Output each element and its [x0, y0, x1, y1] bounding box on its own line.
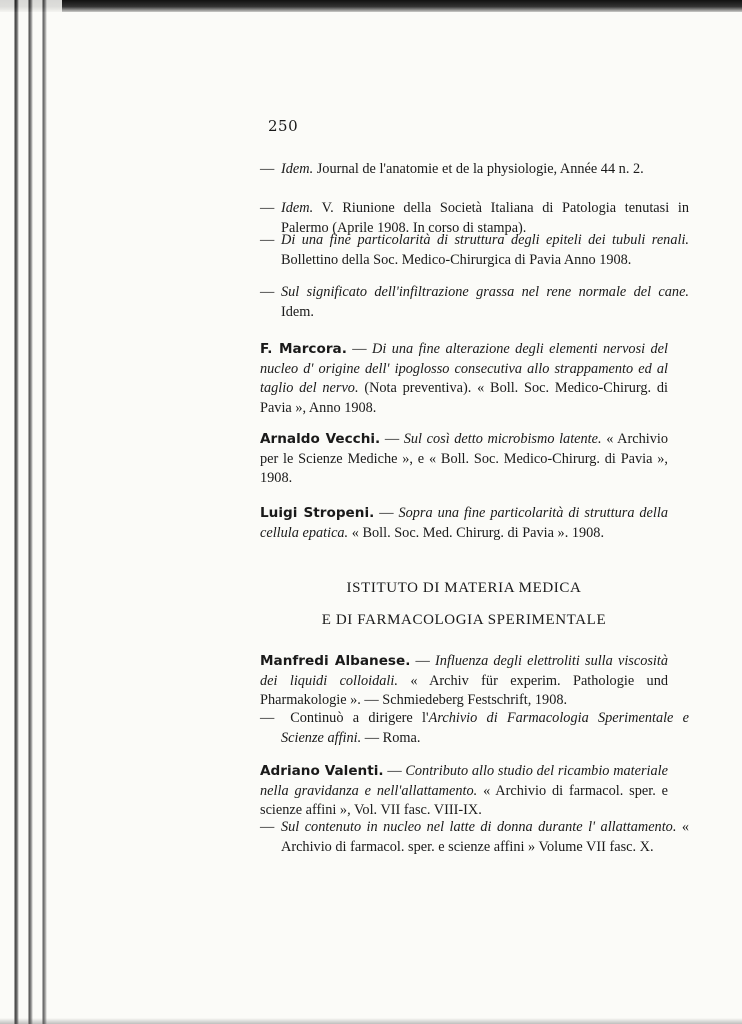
entry-vecchi [260, 430, 668, 489]
entry-marcora [260, 340, 668, 419]
section-heading-line-2: E DI FARMACOLOGIA SPERIMENTALE [321, 612, 607, 628]
entry-title: Di una fine alterazione degli elementi nervosi del nucleo d' origine dell' ipoglosso consecutiva allo strappamento ed al taglio del nervo. [260, 341, 668, 397]
entry-valenti-latte [260, 818, 689, 857]
entry-title: Sopra una fine particolarità di struttura della cellula epatica. [260, 505, 669, 541]
entry-title: Sul così detto microbismo latente. [403, 431, 602, 447]
author-name: F. Marcora. [260, 341, 347, 357]
scan-bottom-edge [0, 1018, 742, 1024]
section-heading-line-1: ISTITUTO DI MATERIA MEDICA [346, 580, 582, 596]
author-name: Adriano Valenti. [260, 763, 384, 779]
author-name: Manfredi Albanese. [260, 653, 411, 669]
entry-title: Idem. [281, 200, 314, 216]
entry-citation: Journal de l'anatomie et de la physiologie, Année 44 n. 2. [313, 161, 644, 177]
entry-citation: « Archivio di farmacol. sper. e scienze affini », Vol. VII fasc. VIII-IX. [260, 782, 668, 819]
entry-albanese [260, 652, 668, 711]
entry-title: Archivio di Farmacologia Sperimentale e Scienze affini. [281, 710, 690, 746]
entry-citation: « Archiv für experim. Pathologie und Pharmakologie ». — Schmiedeberg Festschrift, 1908. [260, 672, 668, 709]
entry-citation: « Archivio di farmacol. sper. e scienze affini » Volume VII fasc. X. [281, 819, 689, 855]
entry-title: Influenza degli elettroliti sulla viscosità dei liquidi colloidali. [260, 653, 669, 689]
entry-citation: (Nota preventiva). « Boll. Soc. Medico-Chirurg. di Pavia », Anno 1908. [260, 380, 668, 417]
dash: — [260, 200, 275, 216]
entry-idem-journal [260, 160, 689, 180]
page-number: 250 [268, 117, 299, 135]
entry-citation: « Boll. Soc. Med. Chirurg. di Pavia ». 1908. [348, 524, 605, 541]
separator: — [383, 763, 406, 779]
entry-citation: — Roma. [361, 729, 421, 746]
separator: — [410, 653, 436, 669]
entry-valenti [260, 762, 668, 821]
entry-title: Di una fine particolarità di struttura degli epiteli dei tubuli renali. [281, 232, 689, 248]
entry-epiteli-renali [260, 231, 689, 270]
entry-text: Continuò a dirigere l' [281, 710, 429, 726]
entry-title: Contributo allo studio del ricambio materiale nella gravidanza e nell'allattamento. [260, 763, 668, 799]
dash: — [260, 161, 275, 177]
dash: — [260, 710, 275, 726]
dash: — [260, 819, 275, 835]
entry-citation: Idem. [281, 303, 314, 320]
entry-citation: « Archivio per le Scienze Mediche », e « Boll. Soc. Medico-Chirurg. di Pavia », 1908. [260, 431, 668, 487]
author-name: Luigi Stropeni. [260, 505, 375, 521]
scan-binding-edge [0, 0, 62, 1024]
entry-title: Idem. [281, 161, 314, 177]
scan-top-edge [0, 0, 742, 12]
entry-citation: Bollettino della Soc. Medico-Chirurgica di Pavia Anno 1908. [281, 251, 632, 268]
entry-citation: V. Riunione della Società Italiana di Patologia tenutasi in Palermo (Aprile 1908. In corso di stampa). [281, 200, 689, 236]
separator: — [374, 505, 399, 521]
entry-title: Sul significato dell'infiltrazione grassa nel rene normale del cane. [281, 284, 689, 300]
dash: — [260, 284, 275, 300]
entry-albanese-archivio [260, 709, 689, 748]
dash: — [260, 232, 275, 248]
entry-title: Sul contenuto in nucleo nel latte di donna durante l' allattamento. [281, 819, 677, 835]
author-name: Arnaldo Vecchi. [260, 431, 381, 447]
entry-infiltrazione-grassa [260, 283, 689, 322]
separator: — [380, 431, 404, 447]
separator: — [346, 341, 373, 357]
entry-stropeni [260, 504, 668, 543]
